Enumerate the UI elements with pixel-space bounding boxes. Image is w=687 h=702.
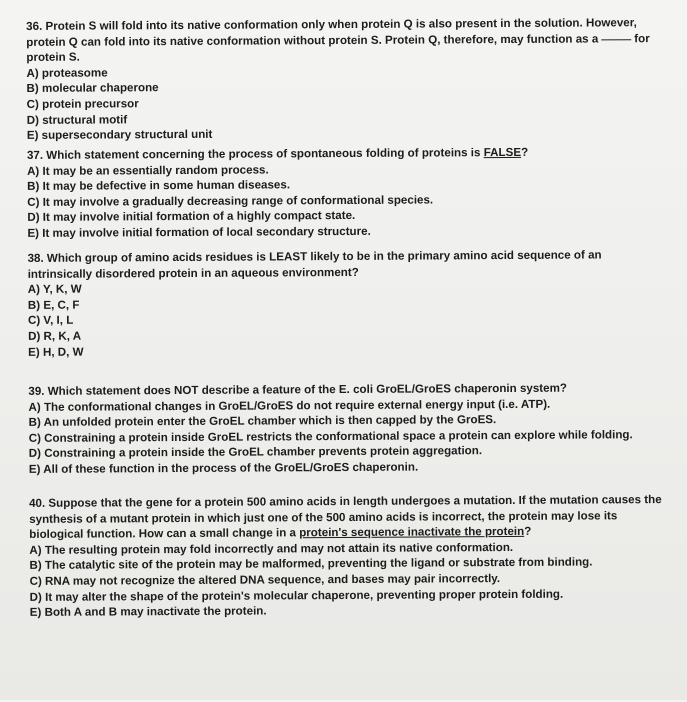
question-stem: 38. Which group of amino acids residues is LEAST likely to be in the primary amino acid sequence of an intrinsically disordered protein in an aqueous environment? (27, 248, 602, 281)
option-a: A) proteasome (26, 66, 108, 80)
stem-text-end: ? (521, 145, 529, 159)
option-d: D) R, K, A (28, 329, 82, 343)
option-b: B) It may be defective in some human diseases. (27, 178, 291, 194)
option-b: B) molecular chaperone (26, 81, 159, 96)
option-d: D) It may alter the shape of the protein's molecular chaperone, preventing proper protein folding. (29, 587, 564, 604)
stem-text: 37. Which statement concerning the process of spontaneous folding of proteins is (26, 146, 481, 162)
option-c: C) RNA may not recognize the altered DNA sequence, and bases may pair incorrectly. (29, 572, 501, 588)
emphasis-protein-sequence: protein's sequence inactivate the protein (299, 525, 525, 540)
option-b: B) E, C, F (27, 298, 80, 312)
stem-text: 40. Suppose that the gene for a protein 500 amino acids in length undergoes a mutation. If the mutation causes the synthesis of a mutant protein in which just one of the 500 amino acids is incorrect, the protein may lose its biological function. How can a small change in a (29, 493, 662, 542)
option-c: C) Constraining a protein inside GroEL restricts the conformational space a protein can explore while folding. (28, 428, 633, 445)
emphasis-false: FALSE (483, 145, 522, 160)
option-c: C) protein precursor (26, 97, 139, 111)
option-e: E) H, D, W (28, 345, 84, 359)
stem-text-end: ? (524, 525, 532, 539)
option-d: D) structural motif (26, 112, 128, 127)
option-b: B) An unfolded protein enter the GroEL chamber which is then capped by the GroES. (28, 413, 497, 430)
option-a: A) The conformational changes in GroEL/GroES do not require external energy input (i.e. ATP). (28, 397, 551, 414)
question-40 (29, 492, 671, 621)
option-e: E) Both A and B may inactivate the protein. (29, 604, 267, 620)
question-39 (28, 380, 670, 477)
option-a: A) It may be an essentially random process. (26, 163, 269, 178)
option-c: C) It may involve a gradually decreasing range of conformational species. (27, 193, 434, 209)
question-stem (26, 15, 667, 66)
question-38 (28, 247, 670, 360)
question-37 (27, 144, 669, 241)
option-b: B) The catalytic site of the protein may be malformed, preventing the ligand or substrate from binding. (29, 555, 593, 573)
option-d: D) It may involve initial formation of a highly compact state. (27, 209, 356, 225)
stem-text: 36. Protein S will fold into its native conformation only when protein Q is also present in the solution. However, protein Q can fold into its native conformation without protein S. Protein Q, therefore, may function as a (26, 16, 637, 49)
option-e: E) It may involve initial formation of local secondary structure. (27, 224, 371, 240)
option-a: A) Y, K, W (27, 282, 82, 297)
question-stem (29, 492, 670, 543)
option-c: C) V, I, L (27, 314, 74, 328)
answer-blank (601, 39, 631, 40)
option-e: E) All of these function in the process of the GroEL/GroES chaperonin. (28, 460, 419, 476)
option-d: D) Constraining a protein inside the GroEL chamber prevents protein aggregation. (28, 444, 483, 461)
question-stem: 39. Which statement does NOT describe a feature of the E. coli GroEL/GroES chaperonin system? (28, 381, 568, 398)
option-a: A) The resulting protein may fold incorrectly and may not attain its native conformation. (29, 540, 514, 557)
question-36 (26, 15, 668, 144)
option-e: E) supersecondary structural unit (26, 127, 213, 143)
stem-text-end: for protein S. (26, 31, 650, 65)
